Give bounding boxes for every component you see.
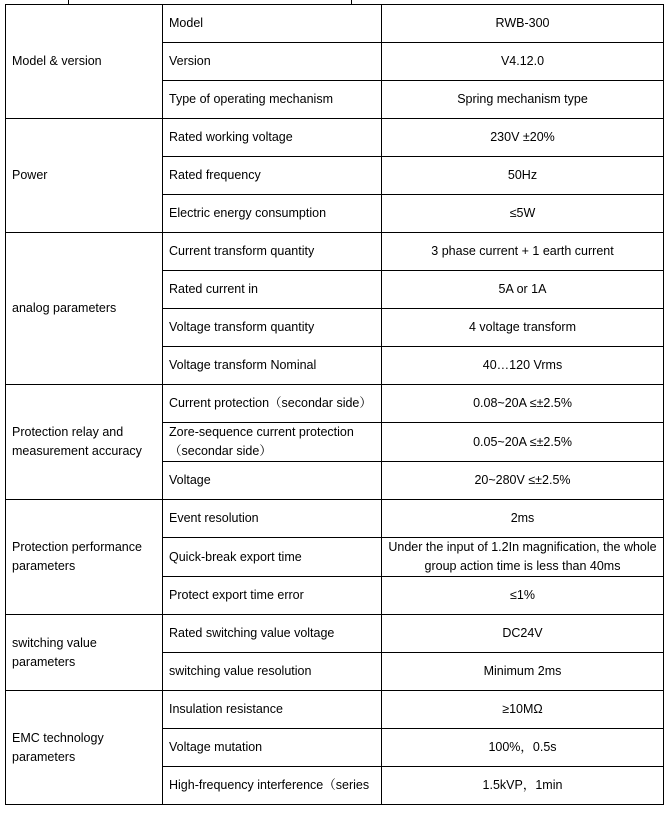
parameter-value: 3 phase current + 1 earth current <box>382 233 664 271</box>
parameter-name: Voltage transform Nominal <box>163 347 382 385</box>
parameter-value: ≤1% <box>382 577 664 615</box>
parameter-value: 0.05~20A ≤±2.5% <box>382 423 664 462</box>
parameter-name: Event resolution <box>163 500 382 538</box>
parameter-value: 100%，0.5s <box>382 729 664 767</box>
parameter-value: 4 voltage transform <box>382 309 664 347</box>
parameter-value: 50Hz <box>382 157 664 195</box>
parameter-name: Zore-sequence current protection （secondar side） <box>163 423 382 462</box>
parameter-value: 5A or 1A <box>382 271 664 309</box>
parameter-name: switching value resolution <box>163 653 382 691</box>
parameter-value: 40…120 Vrms <box>382 347 664 385</box>
parameter-name: Current transform quantity <box>163 233 382 271</box>
table-row <box>6 615 664 653</box>
table-row <box>6 119 664 157</box>
parameter-value: ≤5W <box>382 195 664 233</box>
parameter-value: 230V ±20% <box>382 119 664 157</box>
parameter-name: Voltage <box>163 462 382 500</box>
parameter-value: V4.12.0 <box>382 43 664 81</box>
group-label: EMC technology parameters <box>6 691 163 805</box>
group-label: Protection relay and measurement accuracy <box>6 385 163 500</box>
parameter-value: 2ms <box>382 500 664 538</box>
parameter-value: Under the input of 1.2In magnification, the whole group action time is less than 40ms <box>382 538 664 577</box>
parameter-name: Rated working voltage <box>163 119 382 157</box>
parameter-name: Rated current in <box>163 271 382 309</box>
table-row <box>6 233 664 271</box>
parameter-name: Voltage transform quantity <box>163 309 382 347</box>
table-row <box>6 5 664 43</box>
parameter-value: Spring mechanism type <box>382 81 664 119</box>
parameter-name: Voltage mutation <box>163 729 382 767</box>
parameter-name: Protect export time error <box>163 577 382 615</box>
parameter-name: Type of operating mechanism <box>163 81 382 119</box>
group-label: Power <box>6 119 163 233</box>
table-row <box>6 500 664 538</box>
parameter-name: Electric energy consumption <box>163 195 382 233</box>
parameter-name: Quick-break export time <box>163 538 382 577</box>
group-label: analog parameters <box>6 233 163 385</box>
parameter-name: Model <box>163 5 382 43</box>
spec-table-body <box>6 5 664 805</box>
parameter-value: Minimum 2ms <box>382 653 664 691</box>
group-label: Model & version <box>6 5 163 119</box>
table-row <box>6 385 664 423</box>
parameter-name: Version <box>163 43 382 81</box>
group-label: switching value parameters <box>6 615 163 691</box>
parameter-value: DC24V <box>382 615 664 653</box>
parameter-value: 0.08~20A ≤±2.5% <box>382 385 664 423</box>
parameter-value: RWB-300 <box>382 5 664 43</box>
parameter-name: Insulation resistance <box>163 691 382 729</box>
parameter-name: Rated switching value voltage <box>163 615 382 653</box>
group-label: Protection performance parameters <box>6 500 163 615</box>
parameter-value: ≥10MΩ <box>382 691 664 729</box>
parameter-value: 1.5kVP，1min <box>382 767 664 805</box>
table-row <box>6 691 664 729</box>
parameter-name: Current protection（secondar side） <box>163 385 382 423</box>
spec-table <box>5 4 664 805</box>
parameter-name: High-frequency interference（series <box>163 767 382 805</box>
parameter-value: 20~280V ≤±2.5% <box>382 462 664 500</box>
parameter-name: Rated frequency <box>163 157 382 195</box>
